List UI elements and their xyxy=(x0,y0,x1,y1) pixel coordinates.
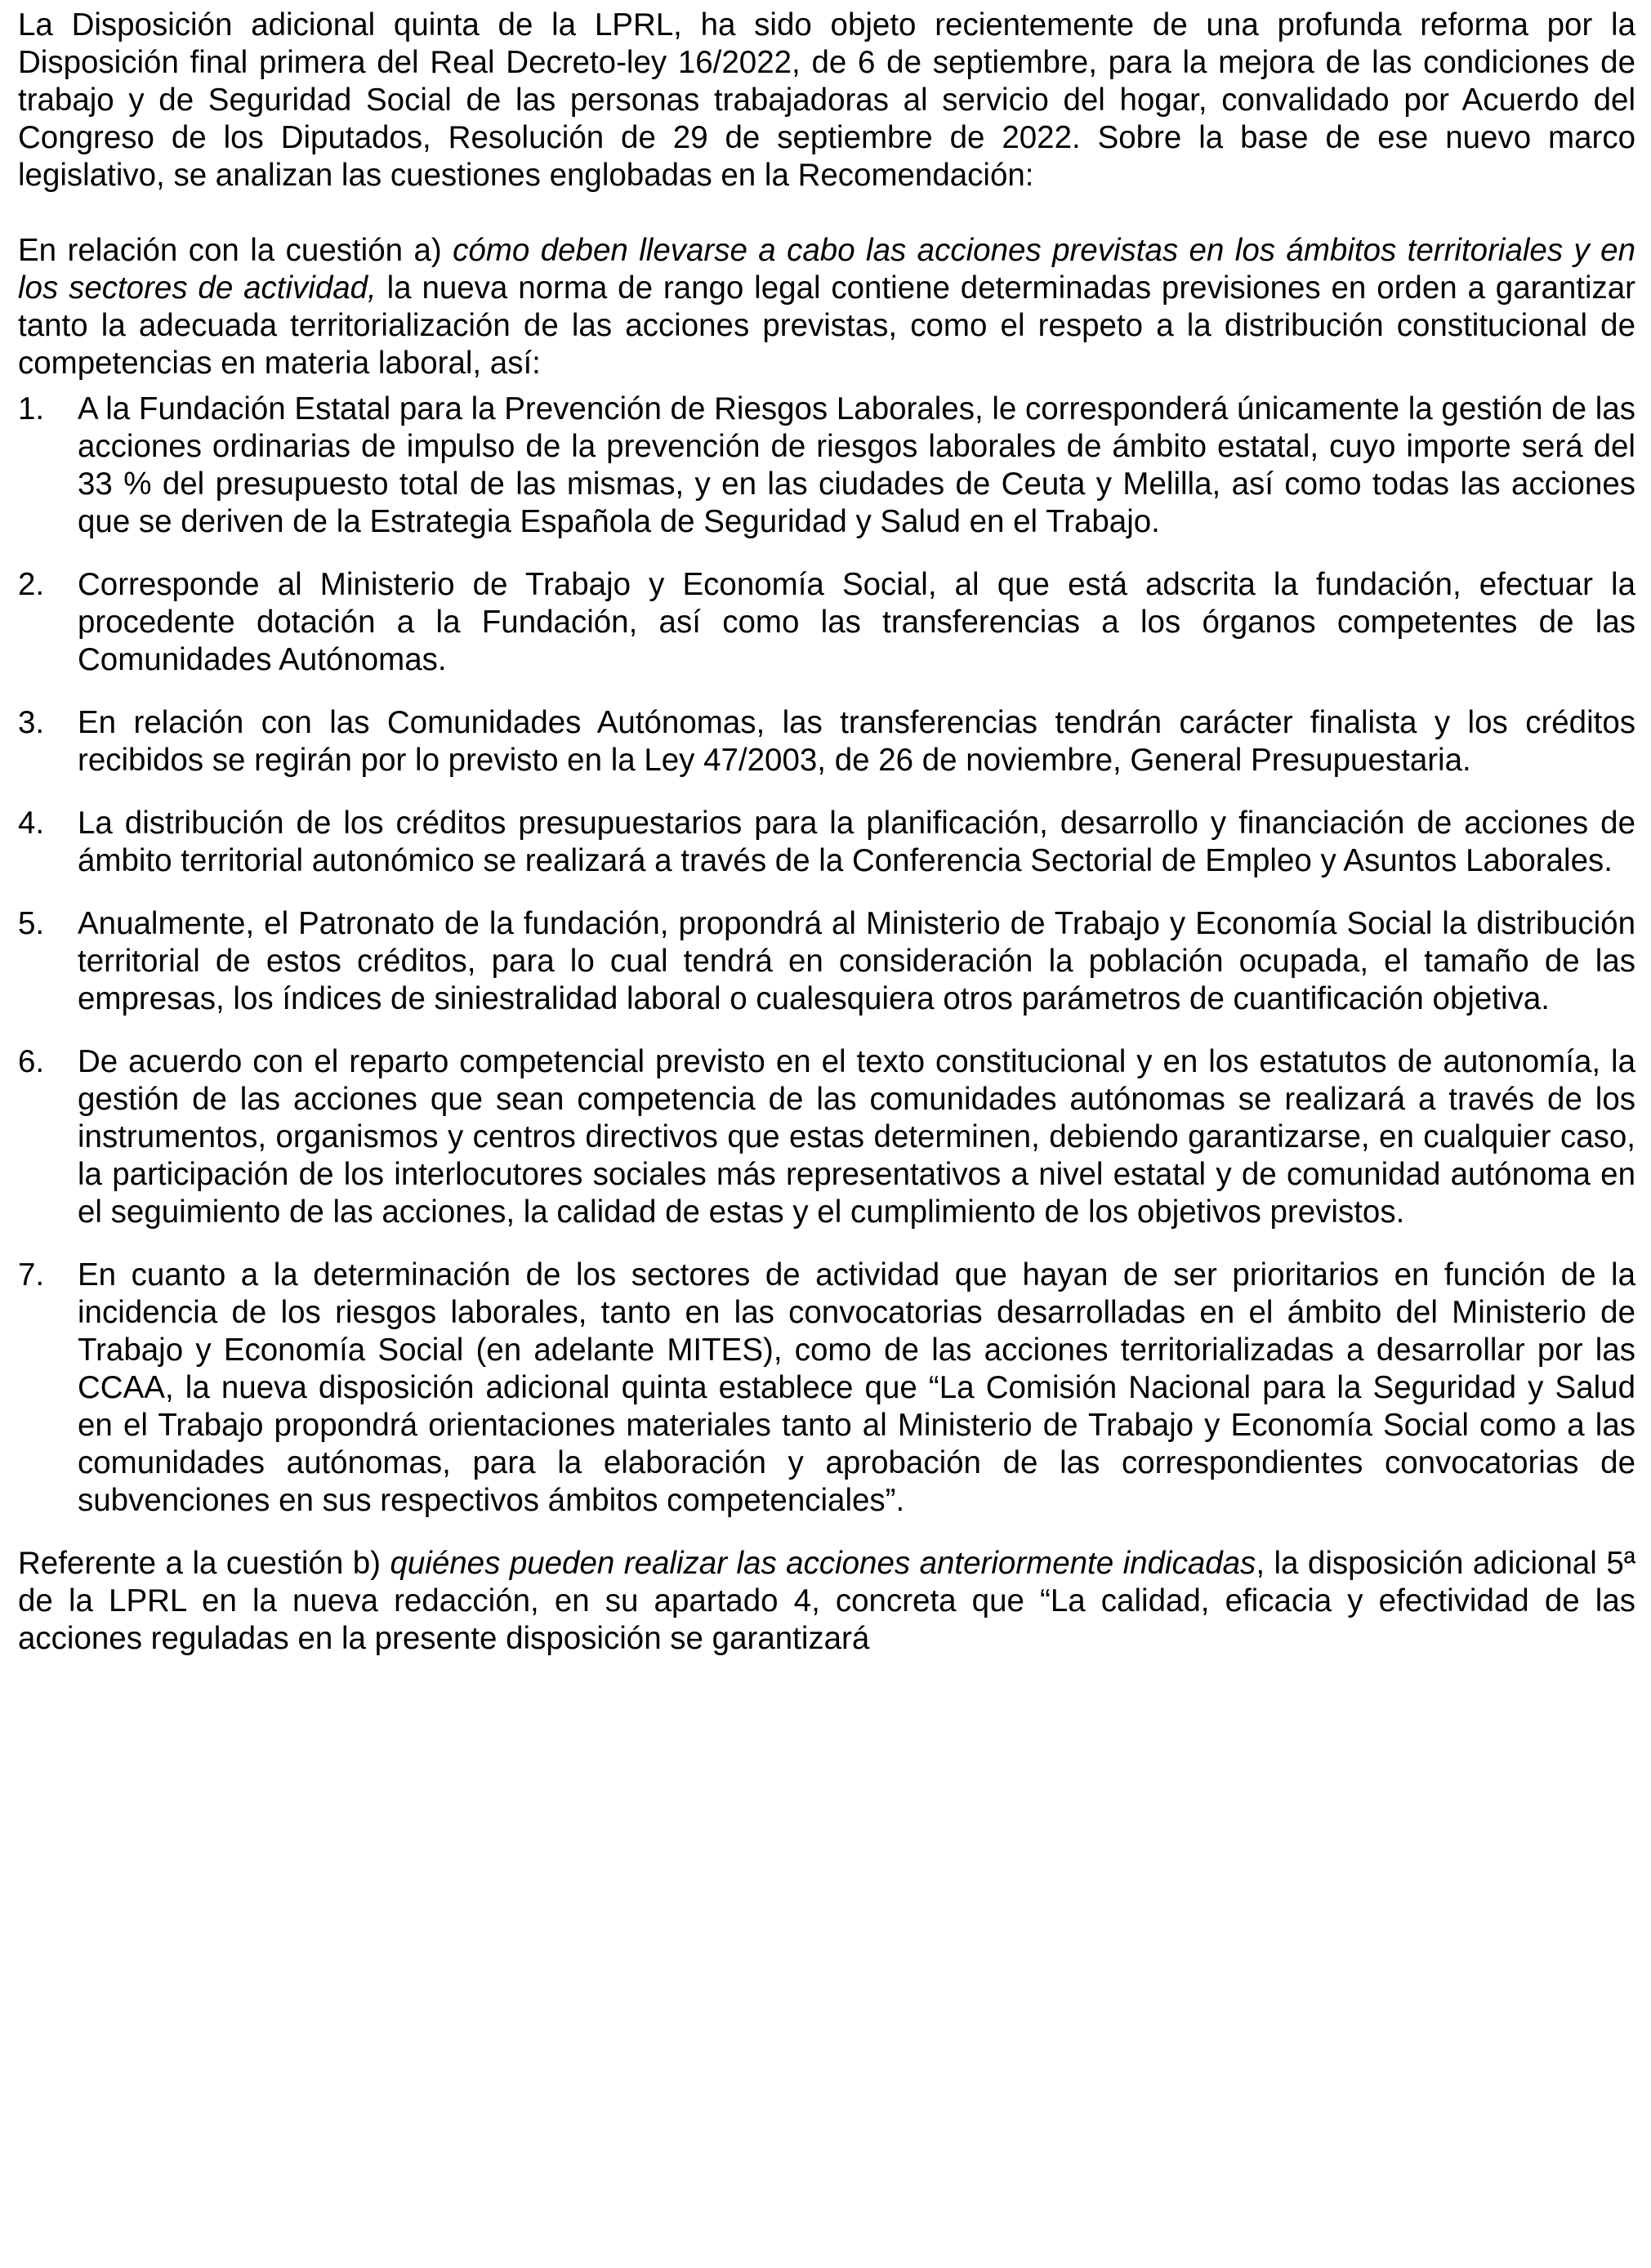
list-item-number: 1. xyxy=(18,391,45,426)
list-item xyxy=(18,391,1635,541)
list-item-number: 6. xyxy=(18,1044,45,1079)
list-item-number: 4. xyxy=(18,806,45,841)
list-item-text: De acuerdo con el reparto competencial previsto en el texto constitucional y en los estatutos de autonomía, la gestión de las acciones que sean competencia de las comunidades autónomas se realizará a través de los instrumentos, organismos y centros directivos que estas determinen, debiendo garantizarse, en cualquier caso, la participación de los interlocutores sociales más representativos a nivel estatal y de comunidad autónoma en el seguimiento de las acciones, la calidad de estas y el cumplimiento de los objetivos previstos. xyxy=(78,1044,1635,1230)
relation-italic: cómo deben llevarse a cabo las acciones previstas en los ámbitos territoriales y en los sectores de actividad, xyxy=(18,233,1636,306)
list-item-text: Corresponde al Ministerio de Trabajo y Economía Social, al que está adscrita la fundación, efectuar la procedente dotación a la Fundación, así como las transferencias a los órganos competentes de las Comunidades Autónomas. xyxy=(78,567,1635,677)
list-item xyxy=(18,1043,1635,1231)
list-item-number: 3. xyxy=(18,705,45,740)
reference-lead: Referente a la cuestión b) xyxy=(18,1546,381,1581)
list-item-number: 2. xyxy=(18,567,45,602)
list-item-text: La distribución de los créditos presupuestarios para la planificación, desarrollo y financiación de acciones de ámbito territorial autonómico se realizará a través de la Conferencia Sectorial de Empleo y Asuntos Laborales. xyxy=(78,806,1635,878)
list-item-text: En cuanto a la determinación de los sectores de actividad que hayan de ser prioritarios en función de la incidencia de los riesgos laborales, tanto en las convocatorias desarrolladas en el ámbito del Ministerio de Trabajo y Economía Social (en adelante MITES), como de las acciones territorializadas a desarrollar por las CCAA, la nueva disposición adicional quinta establece que “La Comisión Nacional para la Seguridad y Salud en el Trabajo propondrá orientaciones materiales tanto al Ministerio de Trabajo y Economía Social como a las comunidades autónomas, para la elaboración y aprobación de las correspondientes convocatorias de subvenciones en sus respectivos ámbitos competenciales”. xyxy=(78,1257,1635,1518)
list-item-text: En relación con las Comunidades Autónomas, las transferencias tendrán carácter finalista y los créditos recibidos se regirán por lo previsto en la Ley 47/2003, de 26 de noviembre, General Presupuestaria. xyxy=(78,705,1635,778)
reference-paragraph xyxy=(18,1545,1635,1658)
relation-rest: la nueva norma de rango legal contiene determinadas previsiones en orden a garantizar tanto la adecuada territorialización de las acciones previstas, como el respeto a la distribución constitucional de competencias en materia laboral, así: xyxy=(18,270,1635,381)
list-item xyxy=(18,566,1635,679)
intro-paragraph: La Disposición adicional quinta de la LPRL, ha sido objeto recientemente de una profunda reforma por la Disposición final primera del Real Decreto-ley 16/2022, de 6 de septiembre, para la mejora de las condiciones de trabajo y de Seguridad Social de las personas trabajadoras al servicio del hogar, convalidado por Acuerdo del Congreso de los Diputados, Resolución de 29 de septiembre de 2022. Sobre la base de ese nuevo marco legislativo, se analizan las cuestiones englobadas en la Recomendación: xyxy=(18,7,1635,193)
reference-rest: , la disposición adicional 5ª de la LPRL en la nueva redacción, en su apartado 4, concreta que “La calidad, eficacia y efectividad de las acciones reguladas en la presente disposición se garantizará xyxy=(18,1546,1635,1656)
reference-italic: quiénes pueden realizar las acciones anteriormente indicadas xyxy=(390,1546,1256,1581)
list-item xyxy=(18,704,1635,779)
numbered-list xyxy=(18,391,1635,1520)
list-item xyxy=(18,805,1635,880)
relation-paragraph xyxy=(18,232,1635,382)
document-page xyxy=(18,7,1635,1658)
list-item xyxy=(18,1257,1635,1520)
list-item-text: A la Fundación Estatal para la Prevención de Riesgos Laborales, le corresponderá únicamente la gestión de las acciones ordinarias de impulso de la prevención de riesgos laborales de ámbito estatal, cuyo importe será del 33 % del presupuesto total de las mismas, y en las ciudades de Ceuta y Melilla, así como todas las acciones que se deriven de la Estrategia Española de Seguridad y Salud en el Trabajo. xyxy=(78,391,1635,539)
list-item-text: Anualmente, el Patronato de la fundación, propondrá al Ministerio de Trabajo y Economía Social la distribución territorial de estos créditos, para lo cual tendrá en consideración la población ocupada, el tamaño de las empresas, los índices de siniestralidad laboral o cualesquiera otros parámetros de cuantificación objetiva. xyxy=(78,906,1635,1016)
list-item xyxy=(18,905,1635,1018)
list-item-number: 7. xyxy=(18,1257,45,1292)
list-item-number: 5. xyxy=(18,906,45,941)
relation-lead: En relación con la cuestión a) xyxy=(18,233,442,268)
